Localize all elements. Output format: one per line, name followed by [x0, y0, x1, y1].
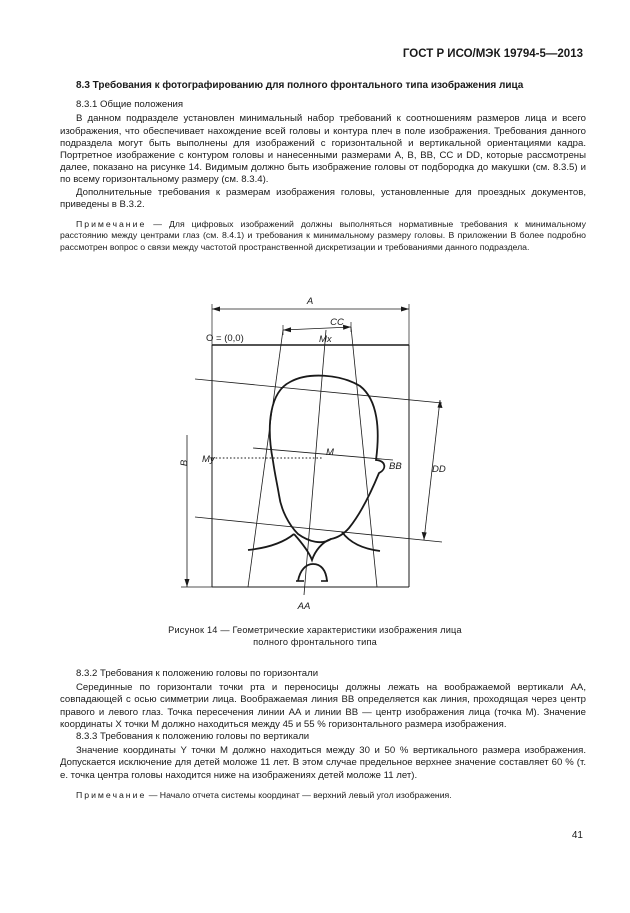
top-inclined-line — [195, 379, 442, 403]
label-cc: CC — [330, 317, 344, 328]
section-title: 8.3 Требования к фотографированию для полного фронтального типа изображения лица — [76, 80, 524, 91]
note-1-label: Примечание — [76, 219, 147, 230]
label-aa: AA — [297, 601, 311, 612]
note-1-text: — Для цифровых изображений должны выполняться нормативные требования к минимальному расстоянию между центрами глаз (см. 8.4.1) и требования к минимальному размеру головы. В приложении В более подробно рассмотрен вопрос о связи между частотой пространственной дискретизации и требованиями данного подраздела. — [60, 219, 586, 252]
arrow-dd-bottom — [422, 532, 427, 540]
head-contour — [270, 376, 385, 543]
label-mx: Mx — [319, 334, 332, 345]
figure-14 — [150, 290, 450, 620]
page-number: 41 — [571, 830, 583, 841]
label-origin: O = (0,0) — [206, 333, 244, 344]
subsection-8-3-2-title: 8.3.2 Требования к положению головы по горизонтали — [76, 668, 319, 679]
note-1 — [60, 219, 586, 253]
label-b: B — [179, 459, 190, 467]
label-a: A — [306, 296, 314, 307]
paragraph-horizontal-position: Серединные по горизонтали точки рта и переносицы должны лежать на воображаемой вертикали AA, совпадающей с осью симметрии лица. Воображаемая линия BB определяется как линия, проходящая через центр правого и левого глаз. Точка пересечения линии AA и линии BB — центр изображения лица (точка M). Значение координаты X точки M должно находиться между 45 и 55 % горизонтального размера изображения. — [60, 682, 586, 730]
paragraph-additional: Дополнительные требования к размерам изображения головы, установленные для проездных документов, приведены в В.3.2. — [60, 186, 586, 210]
arrow-dd-top — [438, 400, 443, 408]
paragraph-vertical-position: Значение координаты Y точки M должно находиться между 30 и 50 % вертикального размера изображения. Допускается исключение для детей моложе 11 лет. В этом случае предельное верхнее значение составляет 60 % (т. е. точка центра головы находится ниже на изображениях детей моложе 11 лет). — [60, 745, 586, 781]
arrow-b-bottom — [185, 579, 190, 587]
figure-caption — [120, 624, 510, 648]
head-geometry-diagram — [150, 290, 450, 620]
arrow-cc-left — [283, 327, 291, 332]
bottom-inclined-line — [195, 517, 442, 542]
section-8-3 — [60, 80, 586, 253]
label-bb: BB — [389, 461, 402, 472]
line-aa — [304, 330, 326, 595]
subsection-8-3-1-title: 8.3.1 Общие положения — [76, 99, 184, 111]
paragraph-general: В данном подразделе установлен минимальный набор требований к соотношениям размеров лица и всего изображения, что обеспечивает нахождение всей головы и контура плеч в поле изображения. Требования данного подраздела могут быть выполнены для изображений с горизонтальной и вертикальной ориентациями кадра. Портретное изображение с контуром головы и нанесенными размерами A, B, BB, CC и DD, которые рассмотрены далее, показано на рисунке 14. Видимым должно быть изображение головы от подбородка до макушки (см. 8.3.5) и по всему горизонтальному размеру (см. 8.3.4). — [60, 113, 586, 186]
note-2-text: — Начало отчета системы координат — верхний левый угол изображения. — [146, 789, 452, 800]
label-m: M — [326, 447, 334, 458]
arrow-cc-right — [343, 325, 351, 330]
note-2-label: Примечание — [76, 789, 147, 800]
note-2 — [60, 790, 586, 801]
neck — [294, 534, 331, 560]
collar-arc — [298, 564, 327, 581]
arrow-a-right — [401, 307, 409, 312]
label-my: My — [202, 454, 215, 465]
arrow-a-left — [212, 307, 220, 312]
figure-caption-line-1: Рисунок 14 — Геометрические характеристики изображения лица — [168, 625, 462, 635]
label-dd: DD — [432, 464, 446, 475]
section-8-3-2-and-8-3-3 — [60, 668, 586, 801]
document-header: ГОСТ Р ИСО/МЭК 19794-5—2013 — [402, 48, 583, 60]
figure-caption-line-2: полного фронтального типа — [253, 637, 377, 647]
subsection-8-3-3-title: 8.3.3 Требования к положению головы по вертикали — [76, 731, 310, 743]
